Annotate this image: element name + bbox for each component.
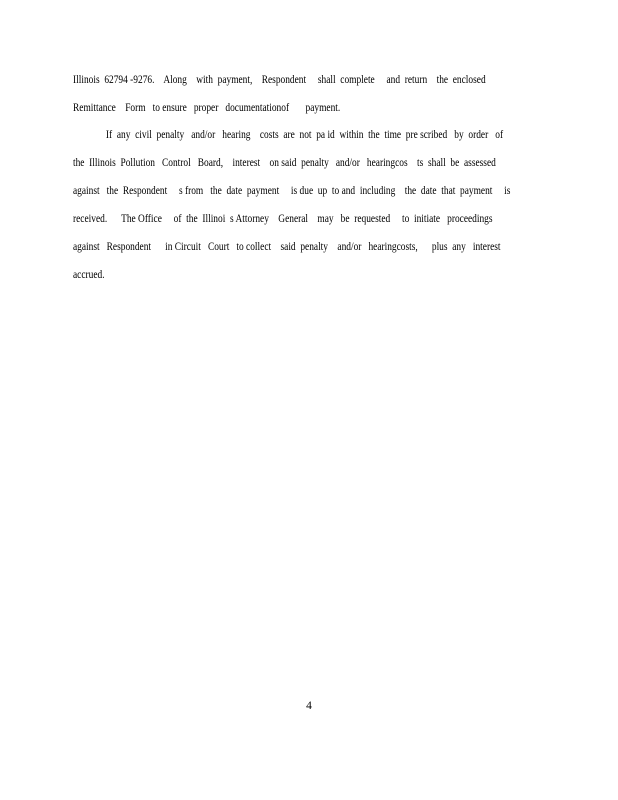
body-text-line: received. The Office of the Illinoi s Attorney General may be requested to initiate proceedings — [73, 213, 493, 225]
body-text-line: the Illinois Pollution Control Board, interest on said penalty and/or hearingcos ts shall be assessed — [73, 157, 496, 169]
body-text-line: against Respondent in Circuit Court to collect said penalty and/or hearingcosts, plus any interest — [73, 241, 501, 253]
body-text-line: against the Respondent s from the date payment is due up to and including the date that payment is — [73, 185, 511, 197]
page-number: 4 — [306, 700, 312, 712]
body-text-line: Illinois 62794 -9276. Along with payment, Respondent shall complete and return the enclosed — [73, 74, 486, 86]
body-text-line: If any civil penalty and/or hearing costs are not pa id within the time pre scribed by order of — [73, 129, 504, 141]
body-text-line: Remittance Form to ensure proper documentationof payment. — [73, 102, 341, 114]
body-text-line: accrued. — [73, 269, 105, 281]
